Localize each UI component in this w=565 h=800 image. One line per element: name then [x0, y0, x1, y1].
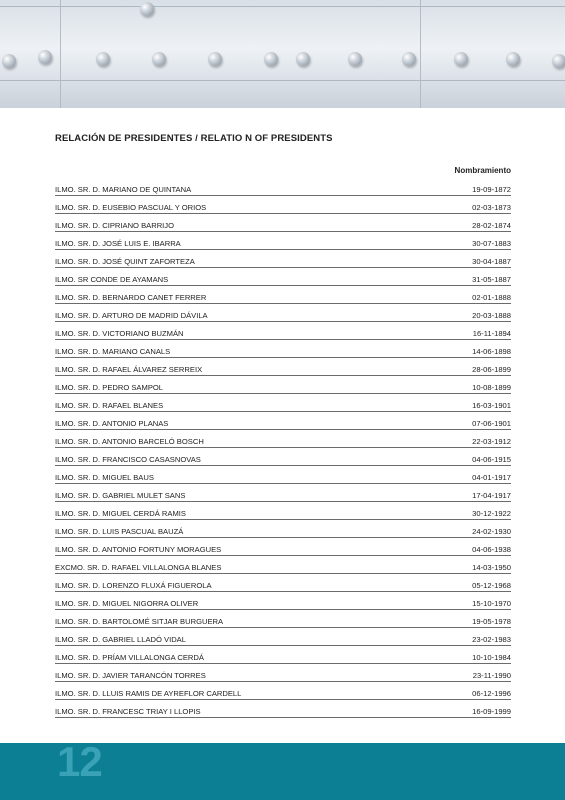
- table-row: [55, 682, 511, 700]
- president-name: ILMO. SR. D. GABRIEL MULET SANS: [55, 491, 186, 500]
- rivet-icon: [506, 52, 520, 66]
- president-name: ILMO. SR. D. MIGUEL CERDÁ RAMIS: [55, 509, 186, 518]
- appointment-date: 30-12-1922: [472, 509, 511, 518]
- appointment-date: 07-06-1901: [472, 419, 511, 428]
- rivet-icon: [96, 52, 110, 66]
- rivet-icon: [152, 52, 166, 66]
- president-name: ILMO. SR. D. FRANCISCO CASASNOVAS: [55, 455, 201, 464]
- appointment-date: 22-03-1912: [472, 437, 511, 446]
- appointment-date: 17-04-1917: [472, 491, 511, 500]
- column-header-appointment: Nombramiento: [454, 166, 511, 175]
- appointment-date: 05-12-1968: [472, 581, 511, 590]
- page-number: 12: [57, 738, 102, 785]
- president-name: ILMO. SR. D. ANTONIO FORTUNY MORAGUES: [55, 545, 222, 554]
- president-name: ILMO. SR. D. LLUIS RAMIS DE AYREFLOR CARDELL: [55, 689, 242, 698]
- plate-seam: [0, 80, 565, 81]
- table-row: [55, 232, 511, 250]
- president-name: ILMO. SR. D. JOSÉ QUINT ZAFORTEZA: [55, 257, 195, 266]
- table-row: [55, 484, 511, 502]
- appointment-date: 06-12-1996: [472, 689, 511, 698]
- table-row: [55, 556, 511, 574]
- plate-seam: [420, 0, 421, 108]
- president-name: ILMO. SR. D. MIGUEL BAUS: [55, 473, 154, 482]
- appointment-date: 31-05-1887: [472, 275, 511, 284]
- table-row: [55, 664, 511, 682]
- appointment-date: 16-09-1999: [472, 707, 511, 716]
- president-name: ILMO. SR. D. VICTORIANO BUZMÁN: [55, 329, 184, 338]
- table-row: [55, 214, 511, 232]
- rivet-icon: [140, 2, 154, 16]
- appointment-date: 19-09-1872: [472, 185, 511, 194]
- president-name: ILMO. SR. D. MIGUEL NIGORRA OLIVER: [55, 599, 199, 608]
- plate-seam: [60, 0, 61, 108]
- president-name: ILMO. SR. D. GABRIEL LLADÓ VIDAL: [55, 635, 186, 644]
- appointment-date: 10-08-1899: [472, 383, 511, 392]
- table-row: [55, 412, 511, 430]
- table-row: [55, 394, 511, 412]
- appointment-date: 02-01-1888: [472, 293, 511, 302]
- rivet-icon: [454, 52, 468, 66]
- president-name: ILMO. SR. D. CIPRIANO BARRIJO: [55, 221, 174, 230]
- appointment-date: 28-06-1899: [472, 365, 511, 374]
- appointment-date: 20-03-1888: [472, 311, 511, 320]
- appointment-date: 23-02-1983: [472, 635, 511, 644]
- president-name: ILMO. SR. D. ARTURO DE MADRID DÁVILA: [55, 311, 208, 320]
- president-name: ILMO. SR. D. FRANCESC TRIAY I LLOPIS: [55, 707, 201, 716]
- rivet-icon: [208, 52, 222, 66]
- president-name: ILMO. SR. D. MARIANO DE QUINTANA: [55, 185, 192, 194]
- president-name: ILMO. SR. D. LORENZO FLUXÁ FIGUEROLA: [55, 581, 212, 590]
- rivet-icon: [552, 54, 565, 68]
- table-row: [55, 286, 511, 304]
- president-name: ILMO. SR. D. JAVIER TARANCÓN TORRES: [55, 671, 206, 680]
- appointment-date: 30-04-1887: [472, 257, 511, 266]
- rivet-icon: [38, 50, 52, 64]
- presidents-table: [55, 178, 511, 718]
- rivet-icon: [264, 52, 278, 66]
- appointment-date: 04-01-1917: [472, 473, 511, 482]
- table-row: [55, 610, 511, 628]
- table-row: [55, 538, 511, 556]
- appointment-date: 04-06-1938: [472, 545, 511, 554]
- president-name: ILMO. SR. D. PEDRO SAMPOL: [55, 383, 164, 392]
- header-metal-plate-image: [0, 0, 565, 108]
- table-row: [55, 196, 511, 214]
- rivet-icon: [348, 52, 362, 66]
- table-row: [55, 448, 511, 466]
- president-name: ILMO. SR. D. BERNARDO CANET FERRER: [55, 293, 207, 302]
- president-name: ILMO. SR. D. EUSEBIO PASCUAL Y ORIOS: [55, 203, 207, 212]
- appointment-date: 15-10-1970: [472, 599, 511, 608]
- table-row: [55, 340, 511, 358]
- table-row: [55, 250, 511, 268]
- table-row: [55, 628, 511, 646]
- appointment-date: 16-11-1894: [472, 329, 511, 338]
- table-row: [55, 268, 511, 286]
- document-title: RELACIÓN DE PRESIDENTES / RELATIO N OF PRESIDENTS: [55, 133, 333, 144]
- appointment-date: 14-03-1950: [472, 563, 511, 572]
- rivet-icon: [2, 54, 16, 68]
- table-row: [55, 430, 511, 448]
- table-row: [55, 304, 511, 322]
- president-name: ILMO. SR. D. MARIANO CANALS: [55, 347, 171, 356]
- president-name: ILMO. SR. D. LUIS PASCUAL BAUZÁ: [55, 527, 184, 536]
- appointment-date: 02-03-1873: [472, 203, 511, 212]
- appointment-date: 04-06-1915: [472, 455, 511, 464]
- table-row: [55, 376, 511, 394]
- president-name: ILMO. SR CONDE DE AYAMANS: [55, 275, 169, 284]
- president-name: ILMO. SR. D. RAFAEL ÁLVAREZ SERREIX: [55, 365, 203, 374]
- table-row: [55, 178, 511, 196]
- table-row: [55, 592, 511, 610]
- appointment-date: 30-07-1883: [472, 239, 511, 248]
- president-name: ILMO. SR. D. JOSÉ LUIS E. IBARRA: [55, 239, 181, 248]
- appointment-date: 14-06-1898: [472, 347, 511, 356]
- appointment-date: 16-03-1901: [472, 401, 511, 410]
- appointment-date: 24-02-1930: [472, 527, 511, 536]
- president-name: ILMO. SR. D. PRÍAM VILLALONGA CERDÁ: [55, 653, 204, 662]
- table-row: [55, 466, 511, 484]
- rivet-icon: [296, 52, 310, 66]
- appointment-date: 23-11-1990: [472, 671, 511, 680]
- table-row: [55, 322, 511, 340]
- table-row: [55, 502, 511, 520]
- president-name: ILMO. SR. D. ANTONIO BARCELÓ BOSCH: [55, 437, 204, 446]
- appointment-date: 28-02-1874: [472, 221, 511, 230]
- president-name: ILMO. SR. D. RAFAEL BLANES: [55, 401, 164, 410]
- president-name: EXCMO. SR. D. RAFAEL VILLALONGA BLANES: [55, 563, 222, 572]
- table-row: [55, 574, 511, 592]
- appointment-date: 19-05-1978: [472, 617, 511, 626]
- table-row: [55, 700, 511, 718]
- table-row: [55, 520, 511, 538]
- president-name: ILMO. SR. D. BARTOLOMÉ SITJAR BURGUERA: [55, 617, 224, 626]
- plate-seam: [0, 6, 565, 7]
- appointment-date: 10-10-1984: [472, 653, 511, 662]
- president-name: ILMO. SR. D. ANTONIO PLANAS: [55, 419, 169, 428]
- rivet-icon: [402, 52, 416, 66]
- table-row: [55, 646, 511, 664]
- table-row: [55, 358, 511, 376]
